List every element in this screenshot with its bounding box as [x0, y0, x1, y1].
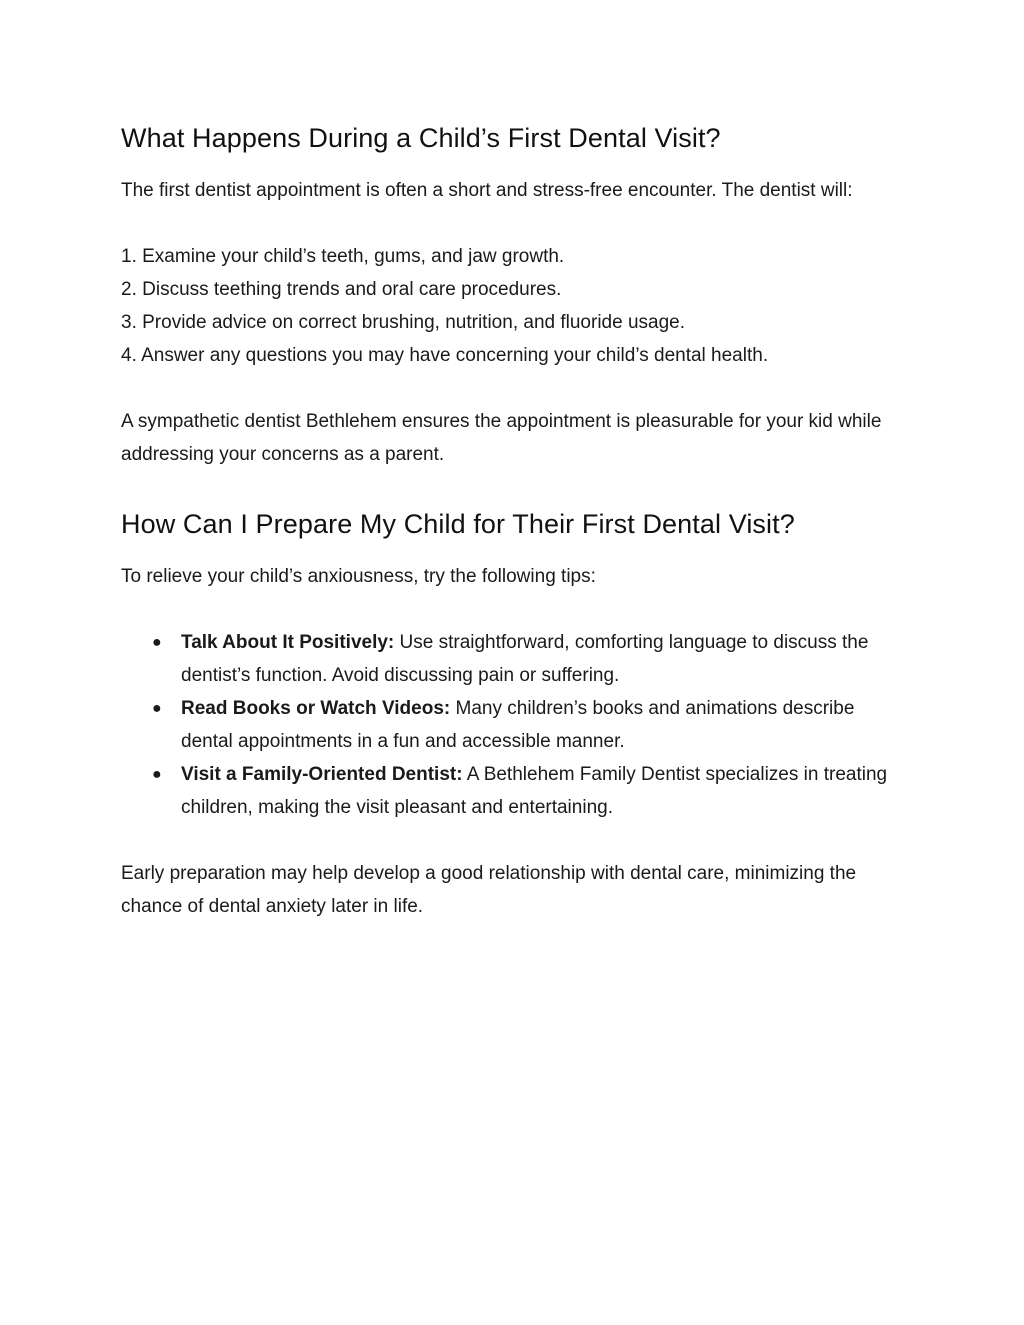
section-heading-prepare-child: How Can I Prepare My Child for Their First Dental Visit? — [121, 509, 795, 539]
tip-title: Talk About It Positively: — [181, 632, 395, 653]
tips-list — [121, 626, 911, 824]
tip-text: Many children’s books and animations describe dental appointments in a fun and accessible manner. — [181, 698, 855, 752]
numbered-item: 4. Answer any questions you may have concerning your child’s dental health. — [121, 345, 769, 366]
tip-title: Read Books or Watch Videos: — [181, 698, 451, 719]
list-item — [121, 626, 911, 692]
list-item — [121, 758, 911, 824]
prepare-intro: To relieve your child’s anxiousness, try the following tips: — [121, 566, 596, 587]
section-heading-first-visit: What Happens During a Child’s First Dental Visit? — [121, 123, 721, 153]
bullet-icon: ● — [152, 700, 162, 717]
list-item — [121, 692, 911, 758]
document-page — [121, 118, 911, 923]
closing-paragraph: Early preparation may help develop a good relationship with dental care, minimizing the chance of dental anxiety later in life. — [121, 863, 857, 917]
first-visit-intro: The first dentist appointment is often a short and stress-free encounter. The dentist will: — [121, 180, 853, 201]
sympathetic-dentist-paragraph: A sympathetic dentist Bethlehem ensures the appointment is pleasurable for your kid while addressing your concerns as a parent. — [121, 411, 882, 465]
numbered-item: 3. Provide advice on correct brushing, nutrition, and fluoride usage. — [121, 312, 685, 333]
numbered-item: 1. Examine your child’s teeth, gums, and jaw growth. — [121, 246, 565, 267]
numbered-list — [121, 240, 911, 372]
bullet-icon: ● — [152, 766, 162, 783]
tip-title: Visit a Family-Oriented Dentist: — [181, 764, 463, 785]
tip-text: A Bethlehem Family Dentist specializes in treating children, making the visit pleasant and entertaining. — [181, 764, 888, 818]
bullet-icon: ● — [152, 634, 162, 651]
tip-text: Use straightforward, comforting language to discuss the dentist’s function. Avoid discussing pain or suffering. — [181, 632, 869, 686]
numbered-item: 2. Discuss teething trends and oral care procedures. — [121, 279, 562, 300]
